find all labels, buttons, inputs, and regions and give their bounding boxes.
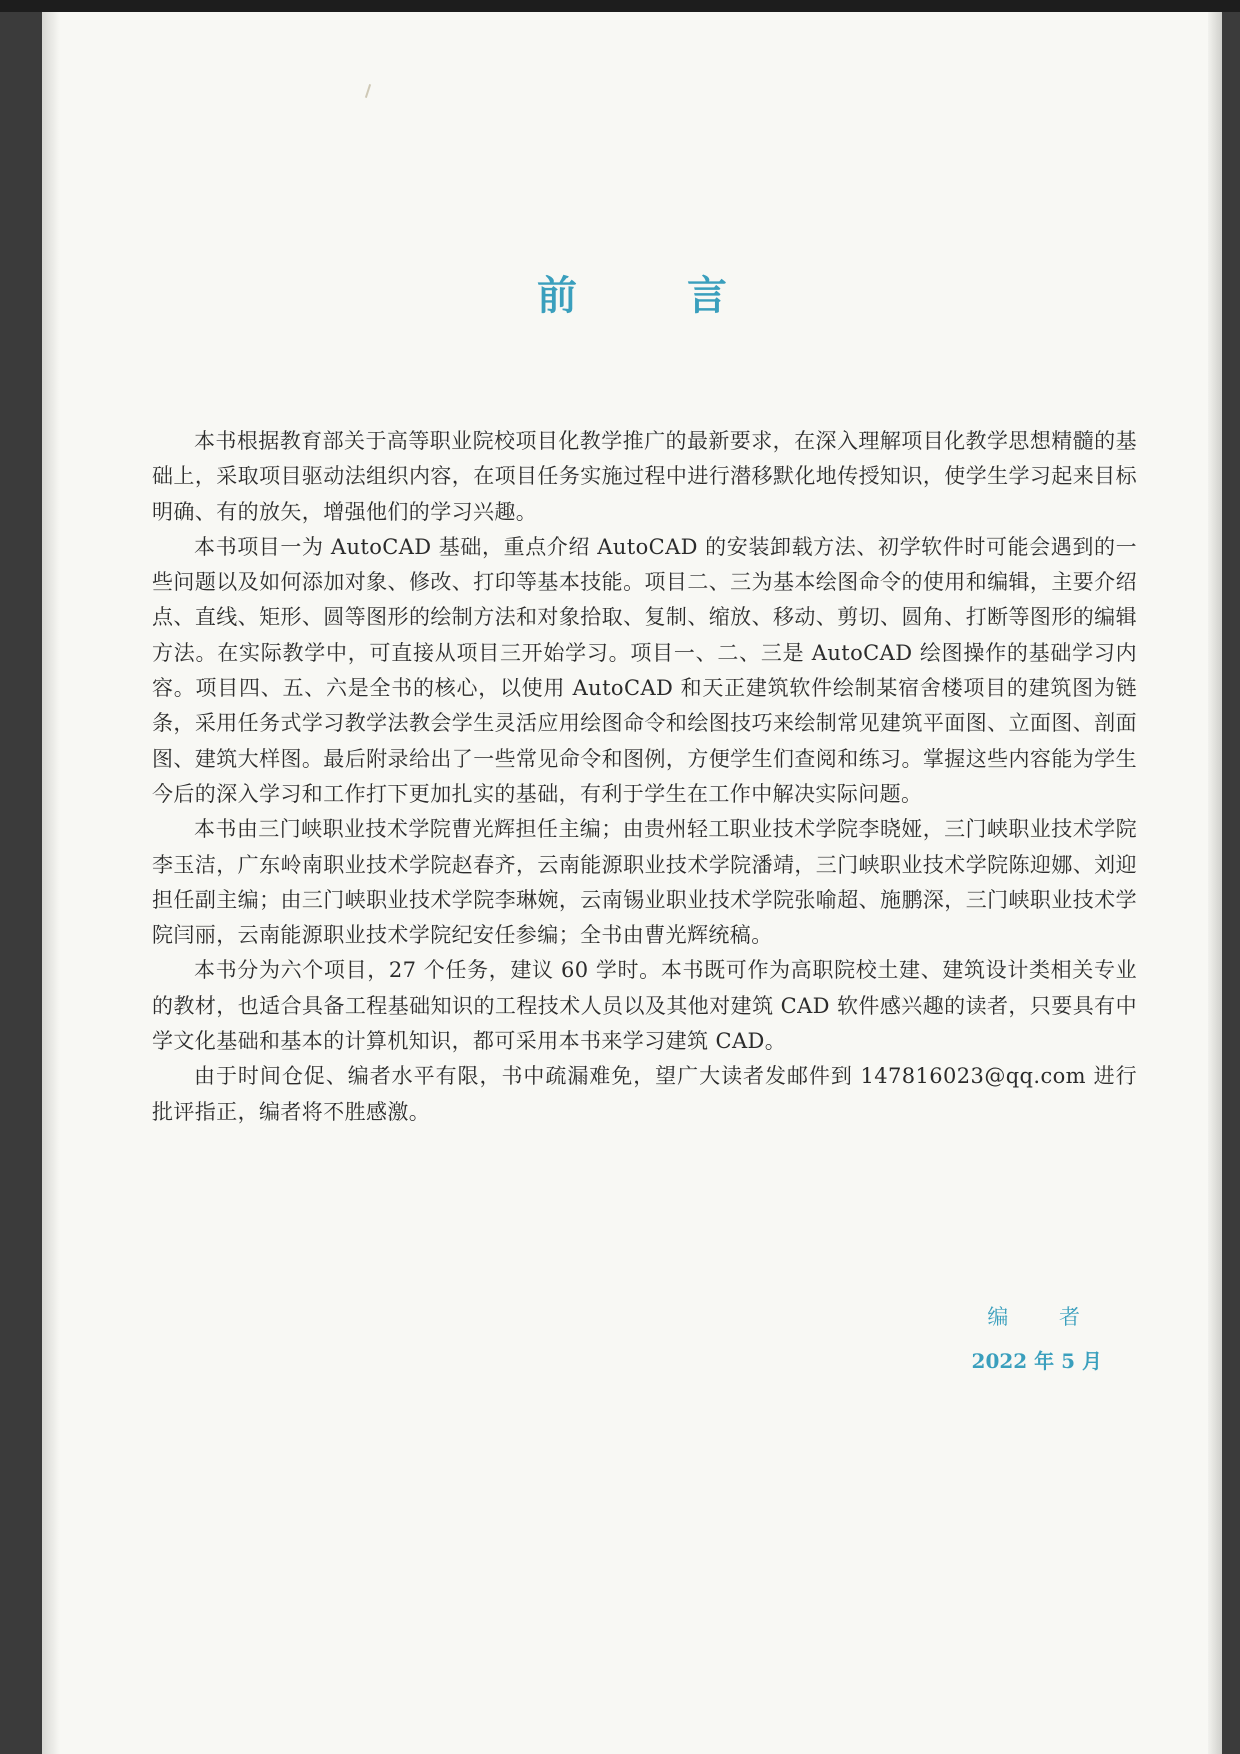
preface-paragraph-1: 本书根据教育部关于高等职业院校项目化教学推广的最新要求，在深入理解项目化教学思想精髓的基础上，采取项目驱动法组织内容，在项目任务实施过程中进行潜移默化地传授知识，使学生学习起来目标明确、有的放矢，增强他们的学习兴趣。 [152,429,1137,524]
page-title: 前 言 [537,272,775,319]
preface-paragraph-3: 本书由三门峡职业技术学院曹光辉担任主编；由贵州轻工职业技术学院李晓娅，三门峡职业技术学院李玉洁，广东岭南职业技术学院赵春齐，云南能源职业技术学院潘靖，三门峡职业技术学院陈迎娜、刘迎担任副主编；由三门峡职业技术学院李琳婉，云南锡业职业技术学院张喻超、施鹏深，三门峡职业技术学院闫丽，云南能源职业技术学院纪安任参编；全书由曹光辉统稿。 [152,817,1137,948]
preface-paragraph-5: 由于时间仓促、编者水平有限，书中疏漏难免，望广大读者发邮件到 147816023@qq.com 进行批评指正，编者将不胜感激。 [152,1064,1137,1124]
scan-border-top [0,0,1240,12]
date-label: 2022 年 5 月 [971,1349,1102,1373]
preface-body [152,424,1137,1130]
preface-paragraph-2: 本书项目一为 AutoCAD 基础，重点介绍 AutoCAD 的安装卸载方法、初学软件时可能会遇到的一些问题以及如何添加对象、修改、打印等基本技能。项目二、三为基本绘图命令的使用和编辑，主要介绍点、直线、矩形、圆等图形的绘制方法和对象拾取、复制、缩放、移动、剪切、圆角、打断等图形的编辑方法。在实际教学中，可直接从项目三开始学习。项目一、二、三是 AutoCAD 绘图操作的基础学习内容。项目四、五、六是全书的核心，以使用 AutoCAD 和天正建筑软件绘制某宿舍楼项目的建筑图为链条，采用任务式学习教学法教会学生灵活应用绘图命令和绘图技巧来绘制常见建筑平面图、立面图、剖面图、建筑大样图。最后附录给出了一些常见命令和图例，方便学生们查阅和练习。掌握这些内容能为学生今后的深入学习和工作打下更加扎实的基础，有利于学生在工作中解决实际问题。 [152,534,1137,806]
paper-speck [365,84,371,98]
signature-block [922,1302,1102,1376]
book-page [42,12,1222,1754]
preface-paragraph-4: 本书分为六个项目，27 个任务，建议 60 学时。本书既可作为高职院校土建、建筑设计类相关专业的教材，也适合具备工程基础知识的工程技术人员以及其他对建筑 CAD 软件感兴趣的读者，只要具有中学文化基础和基本的计算机知识，都可采用本书来学习建筑 CAD。 [152,958,1137,1054]
author-label: 编 者 [987,1305,1102,1329]
